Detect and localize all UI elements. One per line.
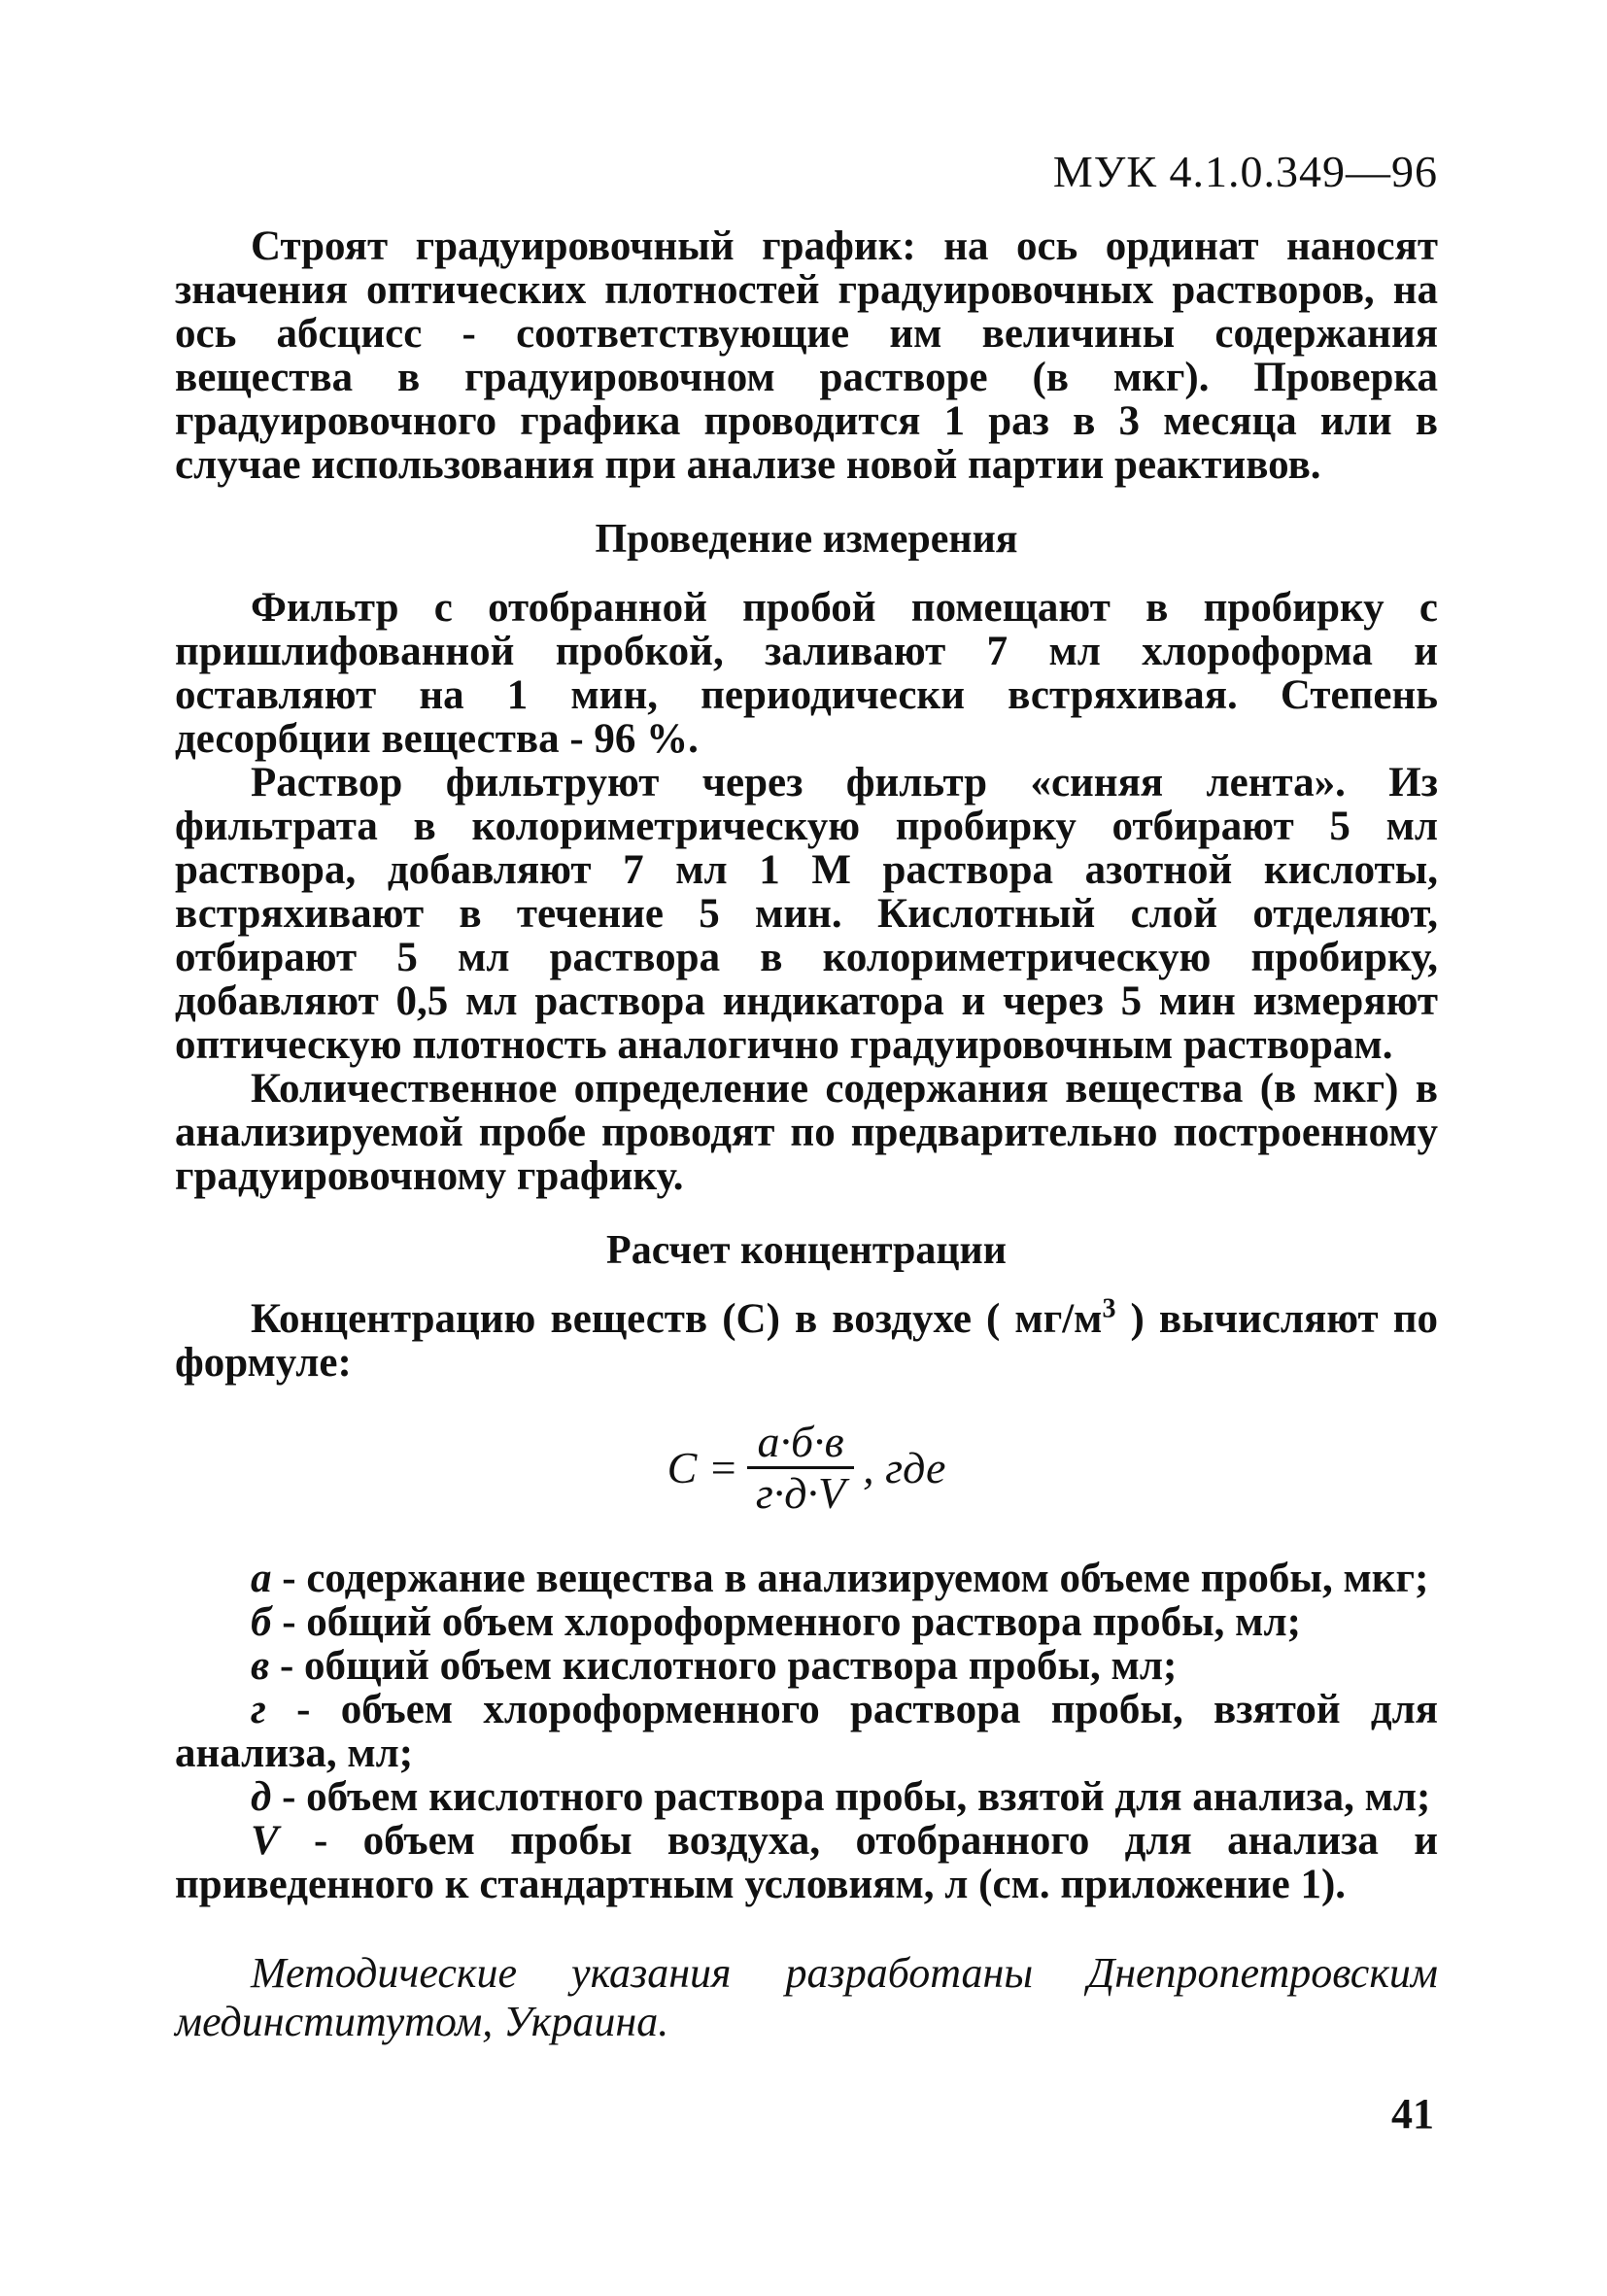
cubic-superscript: 3 [1102, 1293, 1116, 1324]
legend-symbol: б [251, 1599, 272, 1645]
legend-item [175, 1775, 1438, 1819]
measurement-paragraph-1: Фильтр с отобранной пробой помещают в пробирку с пришлифованной пробкой, заливают 7 мл хлороформа и оставляют на 1 мин, периодически встряхивая. Степень десорбции вещества - 96 %. [175, 585, 1438, 762]
document-code: МУК 4.1.0.349—96 [1052, 147, 1438, 196]
calculation-intro-before: Концентрацию веществ (С) в воздухе ( мг/м [251, 1296, 1103, 1342]
page-number: 41 [1391, 2090, 1434, 2138]
legend-item [175, 1819, 1438, 1906]
legend-symbol: д [251, 1774, 272, 1820]
legend-item [175, 1688, 1438, 1775]
calculation-intro-after: ) вычисляют по формуле: [175, 1296, 1438, 1386]
measurement-paragraph-3: Количественное определение содержания вещества (в мкг) в анализируемой пробе проводят по предварительно построенному градуировочному графику. [175, 1066, 1438, 1199]
legend-symbol: а [251, 1556, 272, 1601]
legend-text: - объем кислотного раствора пробы, взятой для анализа, мл; [271, 1774, 1431, 1820]
measurement-title: Проведение измерения [595, 517, 1018, 562]
calculation-title: Расчет концентрации [606, 1228, 1007, 1273]
formula-fraction [746, 1418, 855, 1518]
measurement-paragraph-2: Раствор фильтруют через фильтр «синяя лента». Из фильтрата в колориметрическую пробирку отбирают 5 мл раствора, добавляют 7 мл 1 М раствора азотной кислоты, встряхивают в течение 5 мин. Кислотный слой отделяют, отбирают 5 мл раствора в колориметрическую пробирку, добавляют 0,5 мл раствора индикатора и через 5 мин измеряют оптическую плотность аналогично градуировочным растворам. [175, 760, 1438, 1068]
legend-symbol: V [251, 1818, 279, 1864]
intro-paragraph: Строят градуировочный график: на ось ординат наносят значения оптических плотностей градуировочных растворов, на ось абсцисс - соответствующие им величины содержания вещества в градуировочном растворе (в мкг). Проверка градуировочного графика проводится 1 раз в 3 месяца или в случае использования при анализе новой партии реактивов. [175, 223, 1438, 488]
concentration-formula [667, 1418, 946, 1518]
formula-suffix: , где [863, 1443, 946, 1492]
formula-lhs: C = [667, 1443, 738, 1492]
legend-text: - содержание вещества в анализируемом объеме пробы, мкг; [271, 1556, 1429, 1601]
formula-legend [175, 1557, 1438, 1906]
legend-item [175, 1557, 1438, 1600]
legend-text: - общий объем хлороформенного раствора пробы, мл; [271, 1599, 1301, 1645]
calculation-intro [175, 1293, 1438, 1386]
legend-item [175, 1644, 1438, 1688]
legend-text: - общий объем кислотного раствора пробы, мл; [269, 1643, 1178, 1689]
legend-item [175, 1600, 1438, 1644]
formula-denominator: г·д·V [755, 1468, 846, 1518]
legend-text: - объем хлороформенного раствора пробы, взятой для анализа, мл; [175, 1687, 1438, 1776]
legend-text: - объем пробы воздуха, отобранного для анализа и приведенного к стандартным условиям, л (см. приложение 1). [175, 1818, 1438, 1907]
document-page [175, 146, 1438, 2046]
formula-block [175, 1418, 1438, 1518]
authorship-note: Методические указания разработаны Днепропетровским мединститутом, Украина. [175, 1949, 1438, 2045]
formula-numerator: а·б·в [747, 1418, 853, 1469]
legend-symbol: в [251, 1643, 270, 1689]
legend-symbol: г [251, 1687, 266, 1732]
